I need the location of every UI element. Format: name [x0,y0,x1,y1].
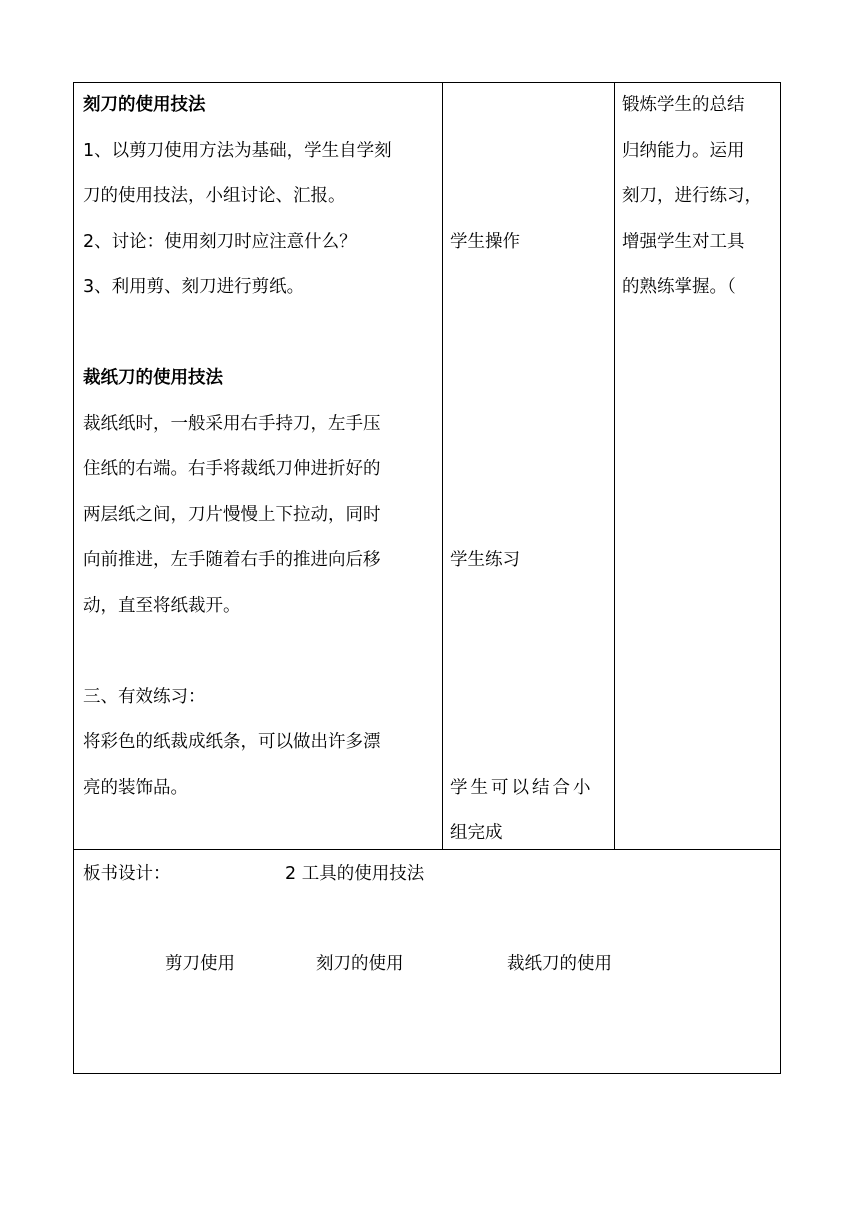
board-design-title: 2 工具的使用技法 [285,864,425,884]
practice-line-2: 亮的装饰品。 [83,777,188,798]
design-intent-line-4: 增强学生对工具 [622,231,745,252]
practice-heading: 三、有效练习： [83,686,206,707]
board-design-label: 板书设计： [83,864,171,884]
student-group-text-2: 组完成 [450,823,503,843]
student-practice-text: 学生练习 [450,550,520,570]
teaching-process-cell [83,83,438,811]
design-intent-cell [622,83,777,311]
row-divider [74,849,780,850]
student-activity-cell [450,83,608,857]
lesson-table [73,82,781,1074]
paper-cutter-line-2: 住纸的右端。右手将裁纸刀伸进折好的 [83,459,381,479]
design-intent-line-3: 刻刀，进行练习， [622,186,762,206]
paper-cutter-line-5: 动，直至将纸裁开。 [83,595,241,616]
student-group-text-1: 学生可以结合小 [450,777,594,798]
paper-cutter-line-4: 向前推进，左手随着右手的推进向后移 [83,550,381,570]
paper-cutter-heading: 裁纸刀的使用技法 [83,368,223,388]
spacer [83,629,438,675]
column-divider-1 [442,83,443,849]
design-intent-line-2: 归纳能力。运用 [622,140,745,161]
carving-knife-line-1: 1、以剪刀使用方法为基础，学生自学刻 [83,140,392,161]
paper-cutter-line-3: 两层纸之间，刀片慢慢上下拉动，同时 [83,504,381,525]
board-item-paper-cutter: 裁纸刀的使用 [507,954,612,974]
carving-knife-heading: 刻刀的使用技法 [83,95,206,115]
carving-knife-line-3: 2、讨论：使用刻刀时应注意什么？ [83,231,357,252]
board-item-carving-knife: 刻刀的使用 [316,954,404,974]
design-intent-line-5: 的熟练掌握。（ [622,277,736,297]
paper-cutter-line-1: 裁纸纸时，一般采用右手持刀，左手压 [83,413,381,434]
carving-knife-line-4: 3、利用剪、刻刀进行剪纸。 [83,277,305,297]
practice-line-1: 将彩色的纸裁成纸条，可以做出许多漂 [83,732,381,752]
spacer [83,311,438,357]
design-intent-line-1: 锻炼学生的总结 [622,95,745,115]
carving-knife-line-2: 刀的使用技法，小组讨论、汇报。 [83,186,346,206]
board-item-scissors: 剪刀使用 [165,954,235,974]
column-divider-2 [614,83,615,849]
student-operate-text: 学生操作 [450,231,520,252]
